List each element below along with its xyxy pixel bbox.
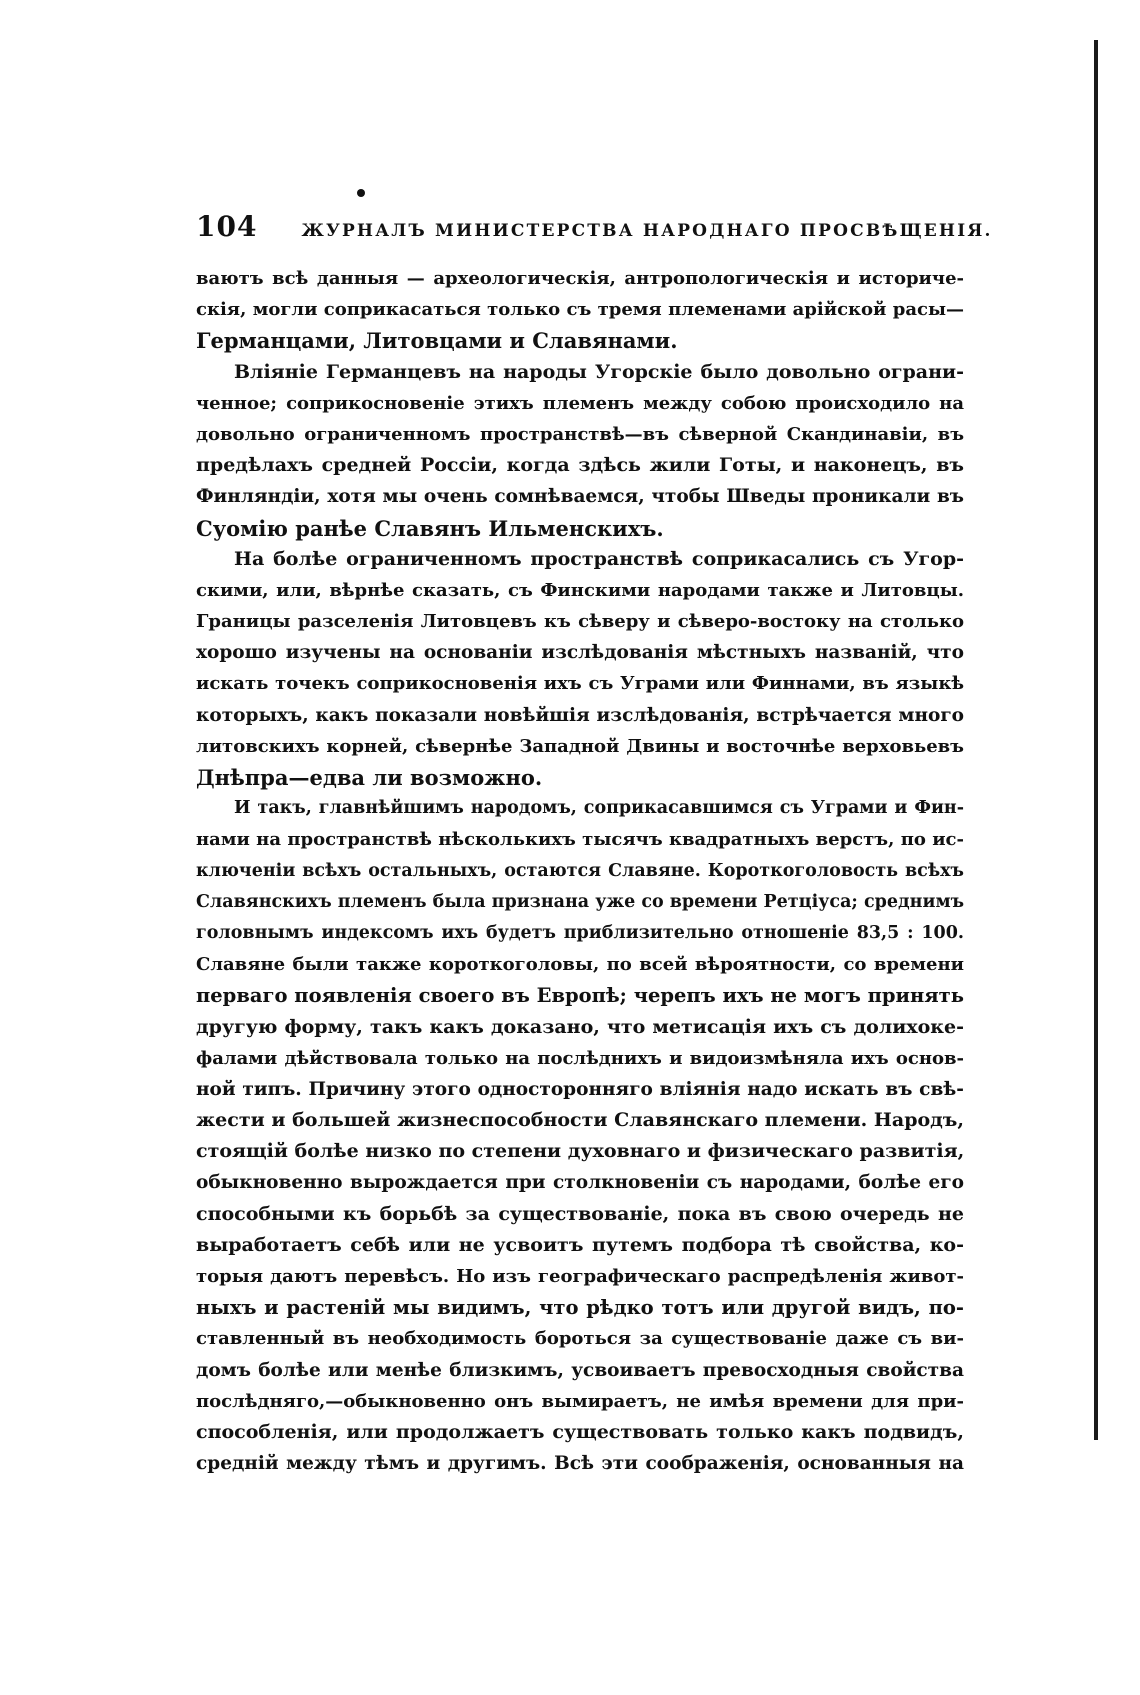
text-line: торыя даютъ перевѣсъ. Но изъ географическаго распредѣленія живот- <box>196 1266 964 1287</box>
text-line: предѣлахъ средней Россіи, когда здѣсь жили Готы, и наконецъ, въ <box>196 454 964 477</box>
text-line: литовскихъ корней, сѣвернѣе Западной Двины и восточнѣе верховьевъ <box>196 735 964 757</box>
scan-edge-line <box>1094 40 1098 1440</box>
text-line: жести и большей жизнеспособности Славянскаго племени. Народъ, <box>196 1109 964 1132</box>
text-line: фалами дѣйствовала только на послѣднихъ и видоизмѣняла ихъ основ- <box>196 1047 964 1069</box>
text-line: стоящій болѣе низко по степени духовнаго и физическаго развитія, <box>196 1140 965 1163</box>
text-line: довольно ограниченномъ пространствѣ—въ сѣверной Скандинавіи, въ <box>196 423 964 445</box>
text-line: Вліяніе Германцевъ на народы Угорскіе было довольно ограни- <box>234 360 964 383</box>
text-line: послѣдняго,—обыкновенно онъ вымираетъ, не имѣя времени для при- <box>196 1390 964 1412</box>
text-line: Славянскихъ племенъ была признана уже со времени Ретціуса; среднимъ <box>196 891 965 912</box>
text-line: ныхъ и растеній мы видимъ, что рѣдко тотъ или другой видъ, по- <box>196 1296 964 1320</box>
ink-dot <box>357 189 365 197</box>
text-line: способными къ борьбѣ за существованіе, пока въ свою очередь не <box>196 1202 964 1225</box>
text-line: искать точекъ соприкосновенія ихъ съ Уграми или Финнами, въ языкѣ <box>196 673 964 695</box>
text-line: другую форму, такъ какъ доказано, что метисація ихъ съ долихоке- <box>196 1015 964 1038</box>
text-line: скими, или, вѣрнѣе сказать, съ Финскими народами также и Литовцы. <box>196 579 964 601</box>
text-line: головнымъ индексомъ ихъ будетъ приблизительно отношеніе 83,5 : 100. <box>196 922 964 943</box>
text-line: Германцами, Литовцами и Славянами. <box>196 328 678 354</box>
text-line: Границы разселенія Литовцевъ къ сѣверу и сѣверо-востоку на столько <box>196 611 964 633</box>
text-line: ченное; соприкосновеніе этихъ племенъ между собою происходило на <box>196 392 964 414</box>
text-line: ной типъ. Причину этого односторонняго вліянія надо искать въ свѣ- <box>196 1078 964 1100</box>
text-line: перваго появленія своего въ Европѣ; черепъ ихъ не могъ принять <box>196 984 964 1008</box>
text-line: Финляндіи, хотя мы очень сомнѣваемся, чтобы Шведы проникали въ <box>196 486 964 508</box>
text-line: ключеніи всѣхъ остальныхъ, остаются Славяне. Короткоголовость всѣхъ <box>196 860 964 881</box>
text-line: способленія, или продолжаетъ существовать только какъ подвидъ, <box>196 1420 964 1443</box>
text-line: На болѣе ограниченномъ пространствѣ соприкасались съ Угор- <box>234 547 964 570</box>
text-line: нами на пространствѣ нѣсколькихъ тысячъ квадратныхъ верстъ, по ис- <box>196 829 964 851</box>
page-number: 104 <box>196 210 258 243</box>
text-line: хорошо изучены на основаніи изслѣдованія мѣстныхъ названій, что <box>196 642 964 664</box>
text-line: ваютъ всѣ данныя — археологическія, антропологическія и историче- <box>196 268 964 289</box>
text-line: Днѣпра—едва ли возможно. <box>196 765 543 790</box>
text-line: ставленный въ необходимость бороться за существованіе даже съ ви- <box>196 1328 964 1350</box>
text-line: И такъ, главнѣйшимъ народомъ, соприкасавшимся съ Уграми и Фин- <box>234 798 964 819</box>
text-line: обыкновенно вырождается при столкновеніи съ народами, болѣе его <box>196 1172 964 1194</box>
text-line: скія, могли соприкасаться только съ тремя племенами арійской расы— <box>196 299 964 321</box>
text-line: выработаетъ себѣ или не усвоитъ путемъ подбора тѣ свойства, ко- <box>196 1233 964 1256</box>
journal-title: ЖУРНАЛЪ МИНИСТЕРСТВА НАРОДНАГО ПРОСВѢЩЕНІЯ. <box>301 221 993 241</box>
text-line: Суомію ранѣе Славянъ Ильменскихъ. <box>196 515 664 541</box>
text-line: домъ болѣе или менѣе близкимъ, усвоиваетъ превосходныя свойства <box>196 1359 964 1381</box>
text-line: средній между тѣмъ и другимъ. Всѣ эти соображенія, основанныя на <box>196 1453 964 1475</box>
text-line: Славяне были также короткоголовы, по всей вѣроятности, со времени <box>196 954 964 976</box>
running-header <box>196 210 993 246</box>
text-line: которыхъ, какъ показали новѣйшія изслѣдованія, встрѣчается много <box>196 704 964 726</box>
body-text <box>196 263 964 1479</box>
